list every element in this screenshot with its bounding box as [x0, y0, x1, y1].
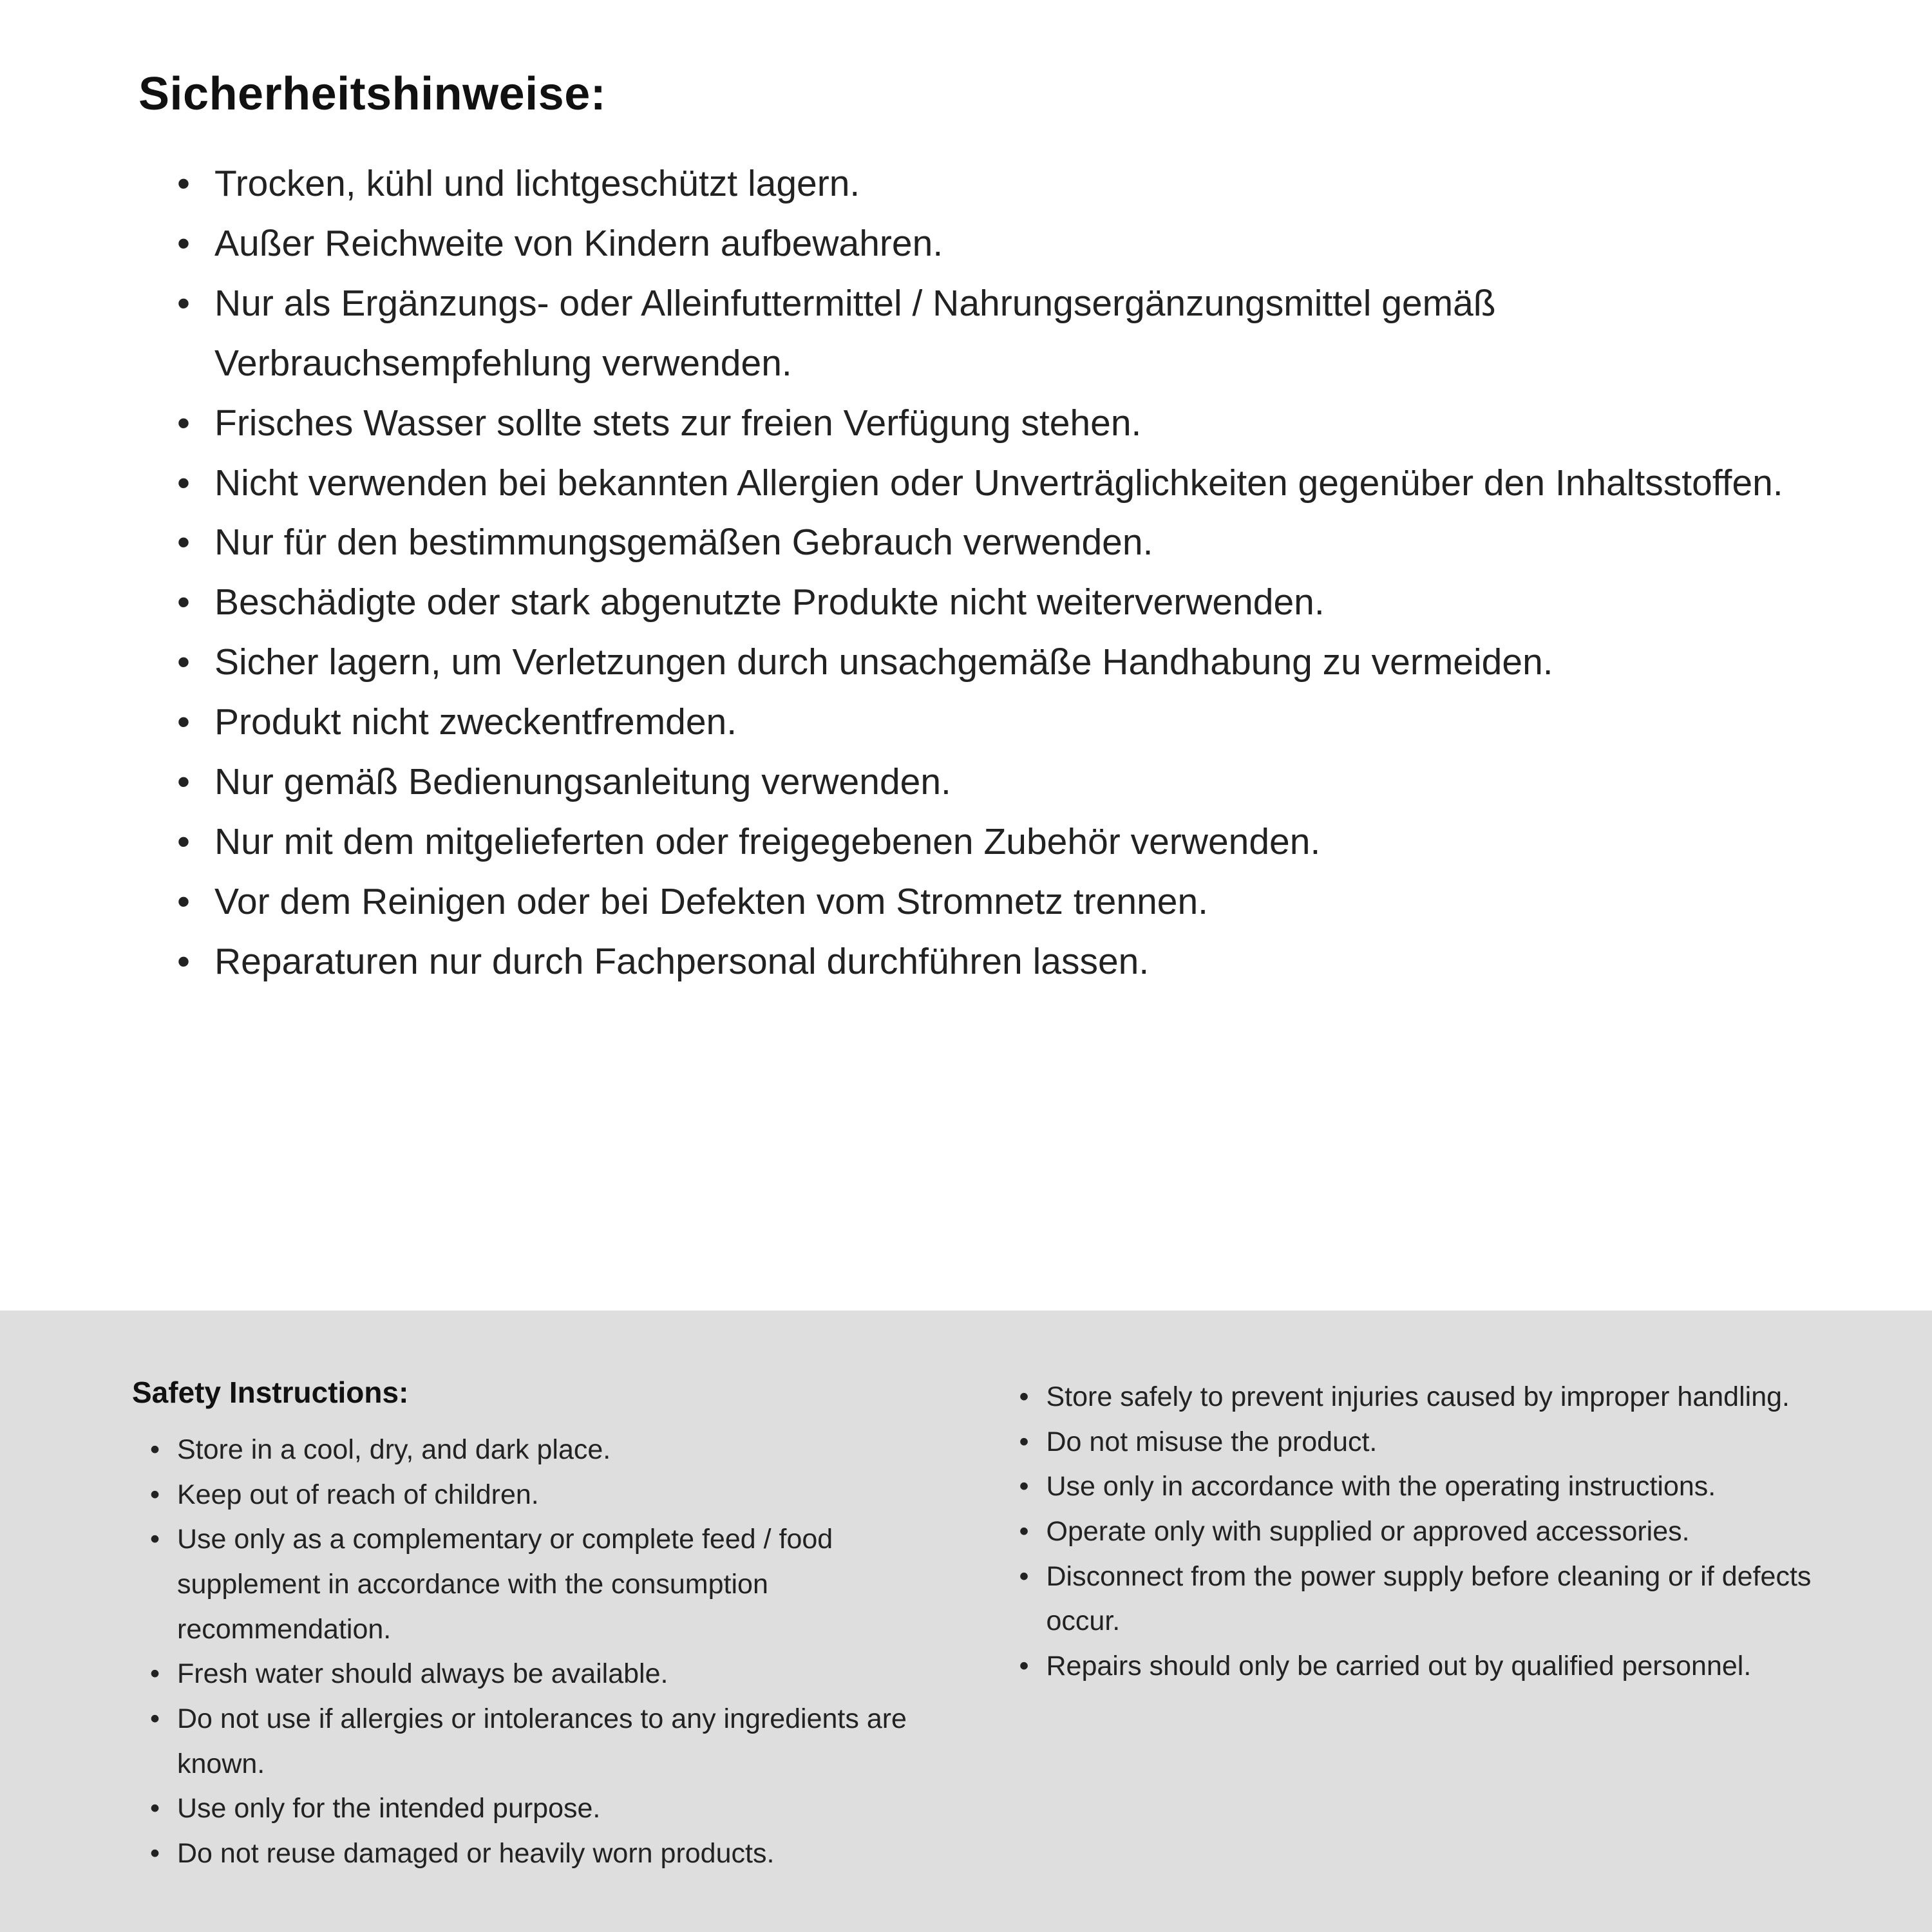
- english-left-column: [132, 1375, 936, 1893]
- list-item: • Disconnect from the power supply before cleaning or if defects occur.: [1019, 1555, 1823, 1644]
- list-item: • Operate only with supplied or approved accessories.: [1019, 1510, 1823, 1555]
- list-item: • Nur gemäß Bedienungsanleitung verwenden.: [177, 752, 1826, 812]
- list-item: • Use only in accordance with the operating instructions.: [1019, 1464, 1823, 1510]
- english-section-title: Safety Instructions:: [132, 1376, 409, 1409]
- list-item: • Use only as a complementary or complete feed / food supplement in accordance with the consumption recommendation.: [150, 1517, 936, 1652]
- list-item: • Use only for the intended purpose.: [150, 1786, 936, 1832]
- english-safety-section: [0, 1311, 1932, 1932]
- list-item: • Repairs should only be carried out by qualified personnel.: [1019, 1644, 1823, 1689]
- english-safety-list-left: [150, 1428, 936, 1877]
- list-item: • Do not use if allergies or intolerances to any ingredients are known.: [150, 1697, 936, 1786]
- list-item: • Nur mit dem mitgelieferten oder freigegebenen Zubehör verwenden.: [177, 812, 1826, 872]
- list-item: • Do not misuse the product.: [1019, 1420, 1823, 1465]
- list-item: • Nicht verwenden bei bekannten Allergien oder Unverträglichkeiten gegenüber den Inhaltsstoffen.: [177, 453, 1826, 513]
- english-safety-list-right: [1019, 1375, 1823, 1689]
- list-item: • Vor dem Reinigen oder bei Defekten vom Stromnetz trennen.: [177, 872, 1826, 932]
- list-item: • Reparaturen nur durch Fachpersonal durchführen lassen.: [177, 932, 1826, 992]
- list-item: • Nur für den bestimmungsgemäßen Gebrauch verwenden.: [177, 513, 1826, 573]
- list-item: • Sicher lagern, um Verletzungen durch unsachgemäße Handhabung zu vermeiden.: [177, 632, 1826, 692]
- list-item: • Store in a cool, dry, and dark place.: [150, 1428, 936, 1473]
- english-right-column: [1019, 1375, 1823, 1893]
- list-item: • Außer Reichweite von Kindern aufbewahren.: [177, 214, 1826, 274]
- list-item: • Store safely to prevent injuries caused by improper handling.: [1019, 1375, 1823, 1420]
- list-item: • Nur als Ergänzungs- oder Alleinfuttermittel / Nahrungsergänzungsmittel gemäß Verbrauchsempfehlung verwenden.: [177, 274, 1826, 393]
- list-item: • Fresh water should always be available.: [150, 1652, 936, 1697]
- german-safety-list: [177, 154, 1826, 992]
- list-item: • Keep out of reach of children.: [150, 1473, 936, 1518]
- list-item: • Frisches Wasser sollte stets zur freien Verfügung stehen.: [177, 393, 1826, 453]
- german-section-title: Sicherheitshinweise:: [138, 68, 607, 120]
- list-item: • Produkt nicht zweckentfremden.: [177, 692, 1826, 752]
- list-item: • Do not reuse damaged or heavily worn products.: [150, 1832, 936, 1877]
- list-item: • Beschädigte oder stark abgenutzte Produkte nicht weiterverwenden.: [177, 573, 1826, 632]
- list-item: • Trocken, kühl und lichtgeschützt lagern.: [177, 154, 1826, 214]
